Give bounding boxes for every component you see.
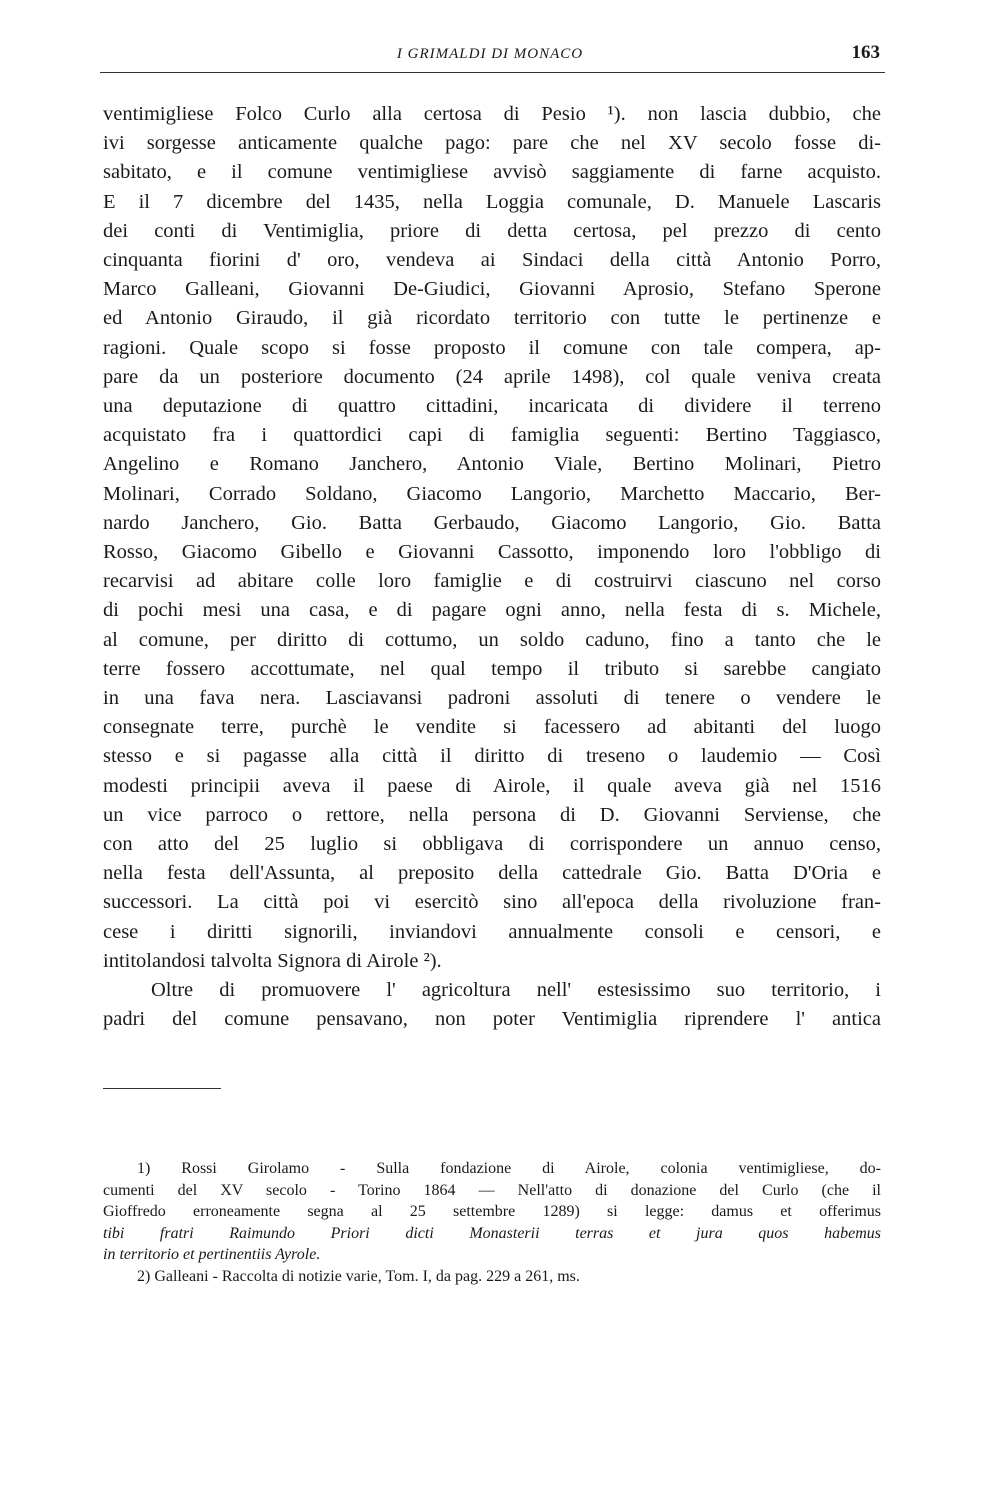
text-line: cese i diritti signorili, inviandovi annualmente consoli e censori, e [103,920,881,943]
page-number: 163 [851,42,880,63]
text-line: terre fossero accottumate, nel qual tempo il tributo si sarebbe cangiato [103,657,881,680]
text-line: Oltre di promuovere l' agricoltura nell' estesissimo suo territorio, i [151,979,881,1002]
text-line: Rosso, Giacomo Gibello e Giovanni Cassotto, imponendo loro l'obbligo di [103,541,881,564]
text-line: Molinari, Corrado Soldano, Giacomo Langorio, Marchetto Maccario, Ber- [103,482,881,505]
text-line: in una fava nera. Lasciavansi padroni assoluti di tenere o vendere le [103,687,881,710]
body-text [103,100,881,1035]
text-line: padri del comune pensavano, non poter Ventimiglia riprendere l' antica [103,1008,881,1031]
text-line: recarvisi ad abitare colle loro famiglie e di costruirvi ciascuno nel corso [103,570,881,593]
text-line: nardo Janchero, Gio. Batta Gerbaudo, Giacomo Langorio, Gio. Batta [103,511,881,534]
text-line: una deputazione di quattro cittadini, incaricata di dividere il terreno [103,395,881,418]
text-line: ivi sorgesse anticamente qualche pago: pare che nel XV secolo fosse di- [103,132,881,155]
footnotes [103,1158,881,1287]
footnote-line: 2) Galleani - Raccolta di notizie varie, Tom. I, da pag. 229 a 261, ms. [137,1267,580,1285]
text-line: nella festa dell'Assunta, al preposito della cattedrale Gio. Batta D'Oria e [103,862,881,885]
text-line: un vice parroco o rettore, nella persona di D. Giovanni Serviense, che [103,803,881,826]
footnote-rule [103,1088,221,1089]
text-line: successori. La città poi vi esercitò sino all'epoca della rivoluzione fran- [103,891,881,914]
text-line: cinquanta fiorini d' oro, vendeva ai Sindaci della città Antonio Porro, [103,249,881,272]
text-line: Marco Galleani, Giovanni De-Giudici, Giovanni Aprosio, Stefano Sperone [103,278,881,301]
running-title: I GRIMALDI DI MONACO [396,46,584,62]
footnote-line: Gioffredo erroneamente segna al 25 settembre 1289) si legge: damus et offerimus [103,1203,881,1220]
text-line: con atto del 25 luglio si obbligava di corrispondere un annuo censo, [103,833,881,856]
footnote-line: tibi fratri Raimundo Priori dicti Monasterii terras et jura quos habemus [103,1224,881,1242]
text-line: consegnate terre, purchè le vendite si facessero ad abitanti del luogo [103,716,881,739]
footnote-line: in territorio et pertinentiis Ayrole. [103,1246,321,1263]
text-line: intitolandosi talvolta Signora di Airole ²). [103,949,442,972]
text-line: ragioni. Quale scopo si fosse proposto il comune con tale compera, ap- [103,336,881,359]
footnote-line: 1) Rossi Girolamo - Sulla fondazione di Airole, colonia ventimigliese, do- [137,1160,881,1177]
text-line: di pochi mesi una casa, e di pagare ogni anno, nella festa di s. Michele, [103,599,881,622]
text-line: modesti principii aveva il paese di Airole, il quale aveva già nel 1516 [103,774,881,797]
header-rule [100,72,885,73]
text-line: al comune, per diritto di cottumo, un soldo caduno, fino a tanto che le [103,628,881,651]
text-line: E il 7 dicembre del 1435, nella Loggia comunale, D. Manuele Lascaris [103,190,881,213]
text-line: acquistato fra i quattordici capi di famiglia seguenti: Bertino Taggiasco, [103,424,881,447]
text-line: stesso e si pagasse alla città il diritto di treseno o laudemio — Così [103,745,881,768]
text-line: pare da un posteriore documento (24 aprile 1498), col quale veniva creata [103,365,881,388]
text-line: sabitato, e il comune ventimigliese avvisò saggiamente di farne acquisto. [103,161,881,184]
footnote-line: cumenti del XV secolo - Torino 1864 — Nell'atto di donazione del Curlo (che il [103,1181,881,1199]
text-line: Angelino e Romano Janchero, Antonio Viale, Bertino Molinari, Pietro [103,453,881,476]
text-line: dei conti di Ventimiglia, priore di detta certosa, pel prezzo di cento [103,219,881,242]
text-line: ventimigliese Folco Curlo alla certosa di Pesio ¹). non lascia dubbio, che [103,103,881,125]
running-header [100,40,880,70]
text-line: ed Antonio Giraudo, il già ricordato territorio con tutte le pertinenze e [103,307,881,330]
